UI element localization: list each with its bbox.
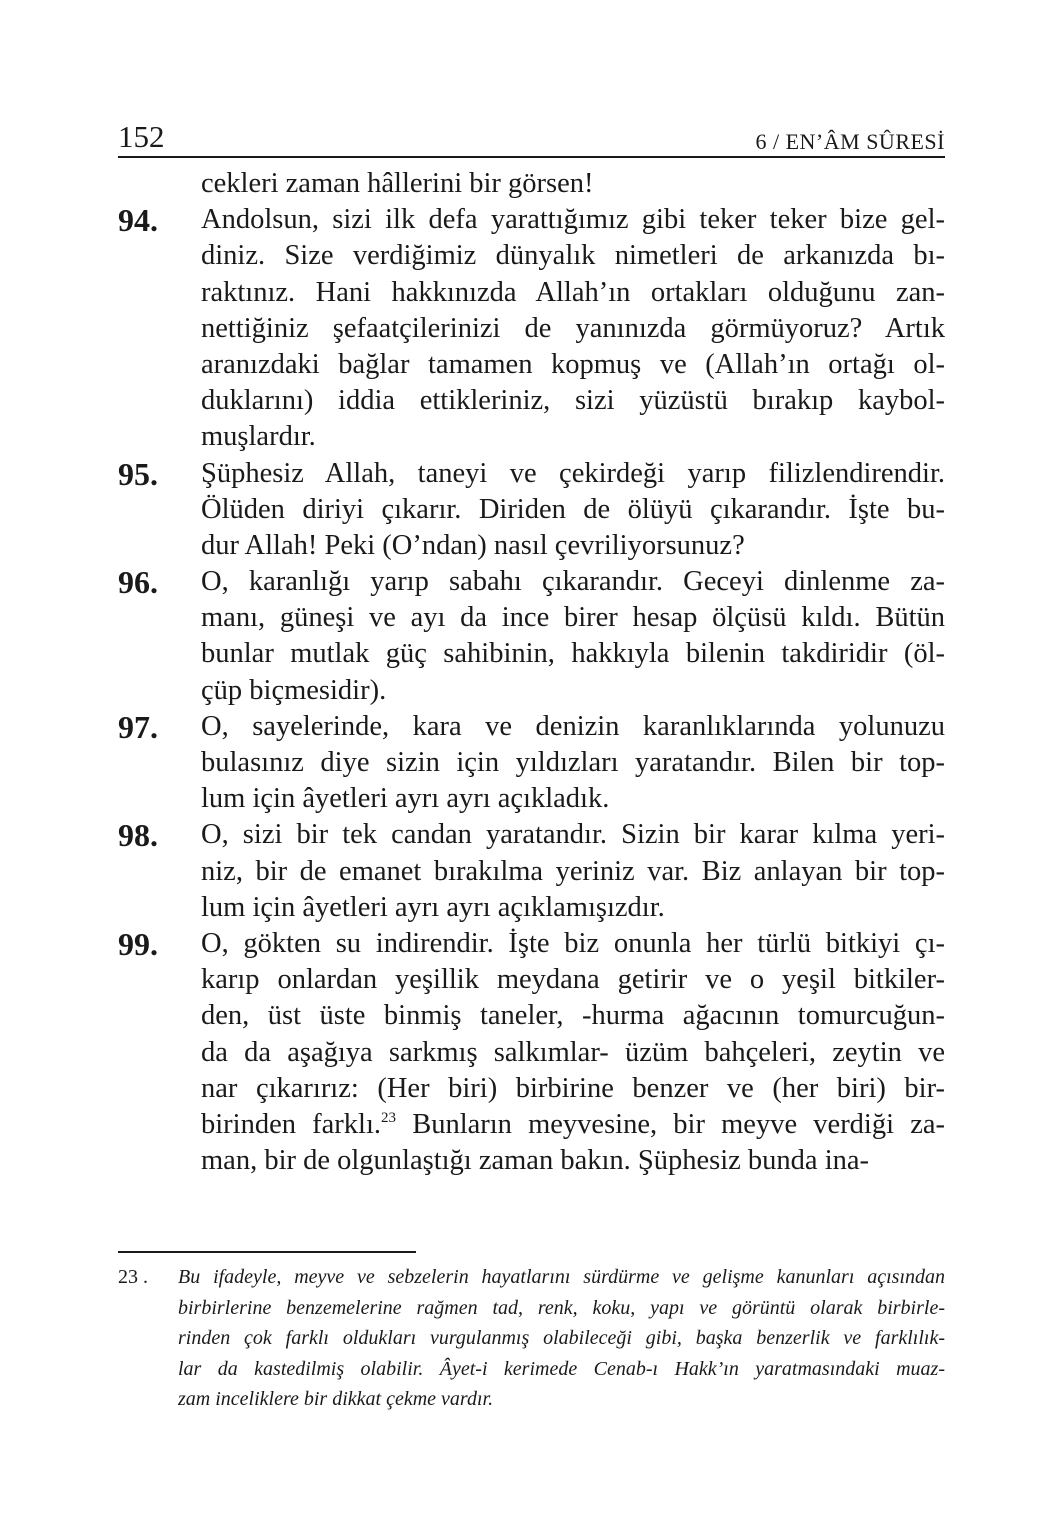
text-line — [118, 926, 945, 962]
text-line — [118, 998, 945, 1034]
line-text: da da aşağıya sarkmış salkımlar- üzüm bahçeleri, zeytin ve — [201, 1036, 945, 1068]
footnote-line — [118, 1262, 945, 1293]
verse-number: 97. — [118, 708, 158, 745]
text-line — [118, 347, 945, 383]
line-text: O, gökten su indirendir. İşte biz onunla her türlü bitkiyi çı- — [201, 927, 945, 959]
line-text: Şüphesiz Allah, taneyi ve çekirdeği yarıp filizlendirendir. — [201, 457, 945, 489]
text-line — [118, 600, 945, 636]
text-line — [118, 456, 945, 492]
line-text: bulasınız diye sizin için yıldızları yaratandır. Bilen bir top- — [201, 747, 945, 778]
header-rule — [118, 156, 945, 158]
line-text: raktınız. Hani hakkınızda Allah’ın ortakları olduğunu zan- — [201, 276, 945, 308]
line-text: diniz. Size verdiğimiz dünyalık nimetleri de arkanızda bı- — [201, 240, 945, 272]
line-text: dur Allah! Peki (O’ndan) nasıl çevriliyorsunuz? — [201, 529, 745, 561]
line-text: duklarını) iddia ettikleriniz, sizi yüzüstü bırakıp kaybol- — [201, 385, 945, 417]
text-line — [118, 311, 945, 347]
footnote-text: lar da kastedilmiş olabilir. Âyet-i kerimede Cenab-ı Hakk’ın yaratmasındaki muaz- — [178, 1357, 945, 1380]
text-line — [118, 962, 945, 998]
page-number: 152 — [118, 119, 165, 154]
text-line — [118, 817, 945, 853]
verse-number: 96. — [118, 564, 158, 601]
running-title: 6 / EN’ÂM SÛRESİ — [755, 129, 945, 154]
line-text: niz, bir de emanet bırakılma yeriniz var. Biz anlayan bir top- — [201, 855, 945, 887]
line-text: muşlardır. — [201, 421, 316, 453]
text-line — [118, 1107, 945, 1143]
text-line — [118, 709, 945, 745]
text-line — [118, 673, 945, 709]
text-line — [118, 383, 945, 419]
text-line — [118, 781, 945, 817]
line-text: O, sizi bir tek candan yaratandır. Sizin bir karar kılma yeri- — [201, 819, 945, 851]
footnote-text: rinden çok farklı oldukları vurgulanmış olabileceği gibi, başka benzerlik ve farklılık- — [178, 1327, 945, 1349]
text-line — [118, 238, 945, 274]
verse-number: 94. — [118, 202, 158, 239]
text-line — [118, 166, 945, 202]
line-text: lum için âyetleri ayrı ayrı açıkladık. — [201, 783, 610, 815]
line-text: cekleri zaman hâllerini bir görsen! — [201, 168, 594, 199]
line-text: lum için âyetleri ayrı ayrı açıklamışızdır. — [201, 891, 665, 923]
text-line — [118, 202, 945, 238]
text-line — [118, 1035, 945, 1071]
main-text — [118, 166, 945, 1179]
footnote-text: birbirlerine benzemelerine rağmen tad, renk, koku, yapı ve görüntü olarak birbirle- — [178, 1296, 945, 1319]
footnote-text: Bu ifadeyle, meyve ve sebzelerin hayatlarını sürdürme ve gelişme kanunları açısından — [178, 1266, 945, 1288]
text-line — [118, 275, 945, 311]
page-header — [118, 118, 945, 158]
text-line — [118, 636, 945, 672]
line-text: Andolsun, sizi ilk defa yarattığımız gibi teker teker bize gel- — [201, 204, 945, 236]
line-text: karıp onlardan yeşillik meydana getirir ve o yeşil bitkiler- — [201, 964, 945, 996]
footnote-line — [118, 1354, 945, 1385]
text-line — [118, 528, 945, 564]
footnote-line — [118, 1323, 945, 1354]
line-text: birinden farklı.$^{23}$ Bunların meyvesine, bir meyve verdiği za- — [201, 1108, 945, 1140]
line-text: çüp biçmesidir). — [201, 674, 387, 706]
line-text: den, üst üste binmiş taneler, -hurma ağacının tomurcuğun- — [201, 1000, 945, 1032]
line-text: man, bir de olgunlaştığı zaman bakın. Şüphesiz bunda ina- — [201, 1145, 870, 1177]
text-line — [118, 564, 945, 600]
verse-number: 95. — [118, 455, 158, 492]
line-text: bunlar mutlak güç sahibinin, hakkıyla bilenin takdiridir (öl- — [201, 638, 945, 670]
footnote-line — [118, 1293, 945, 1324]
line-text: nettiğiniz şefaatçilerinizi de yanınızda görmüyoruz? Artık — [201, 312, 945, 344]
text-line — [118, 1071, 945, 1107]
verse-number: 98. — [118, 817, 158, 854]
verse-number: 99. — [118, 925, 158, 962]
footnote — [118, 1262, 945, 1415]
footnote-line — [118, 1384, 945, 1415]
text-line — [118, 1143, 945, 1179]
line-text: Ölüden diriyi çıkarır. Diriden de ölüyü çıkarandır. İşte bu- — [201, 493, 945, 525]
footnote-text: zam inceliklere bir dikkat çekme vardır. — [178, 1388, 494, 1410]
line-text: O, sayelerinde, kara ve denizin karanlıklarında yolunuzu — [201, 710, 945, 742]
footnote-reference: 23 — [381, 1109, 397, 1126]
footnote-rule — [118, 1251, 416, 1253]
line-text: manı, güneşi ve ayı da ince birer hesap ölçüsü kıldı. Bütün — [201, 602, 945, 634]
text-line — [118, 419, 945, 455]
text-line — [118, 492, 945, 528]
line-text: aranızdaki bağlar tamamen kopmuş ve (Allah’ın ortağı ol- — [201, 348, 945, 380]
text-line — [118, 890, 945, 926]
footnote-mark: 23 . — [118, 1266, 148, 1288]
line-text: nar çıkarırız: (Her biri) birbirine benzer ve (her biri) bir- — [201, 1072, 945, 1104]
text-line — [118, 854, 945, 890]
line-text: O, karanlığı yarıp sabahı çıkarandır. Geceyi dinlenme za- — [201, 566, 945, 598]
text-line — [118, 745, 945, 781]
